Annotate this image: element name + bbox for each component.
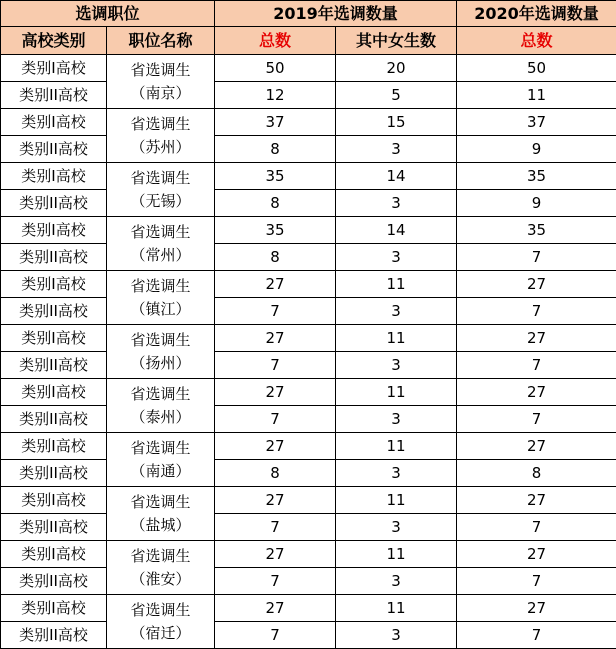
school-category-cell: 类别II高校 [1, 136, 107, 163]
total-2019-cell: 37 [215, 109, 336, 136]
school-category-cell: 类别I高校 [1, 271, 107, 298]
total-2019-cell: 27 [215, 487, 336, 514]
table-row [1, 541, 616, 568]
position-title: 省选调生 [107, 59, 214, 82]
table-row [1, 406, 616, 433]
total-2020-cell: 7 [457, 568, 616, 595]
school-category-cell: 类别II高校 [1, 460, 107, 487]
position-city: （泰州） [107, 406, 214, 429]
total-2019-cell: 27 [215, 271, 336, 298]
total-2019-cell: 27 [215, 541, 336, 568]
total-2020-cell: 27 [457, 595, 616, 622]
female-2019-cell: 15 [336, 109, 457, 136]
total-2019-cell: 35 [215, 217, 336, 244]
total-2020-cell: 11 [457, 82, 616, 109]
total-2020-cell: 27 [457, 541, 616, 568]
total-2020-cell: 7 [457, 406, 616, 433]
header-position-group: 选调职位 [1, 1, 215, 27]
female-2019-cell: 3 [336, 352, 457, 379]
school-category-cell: 类别I高校 [1, 55, 107, 82]
table-row [1, 487, 616, 514]
female-2019-cell: 14 [336, 163, 457, 190]
total-2019-cell: 27 [215, 433, 336, 460]
total-2019-cell: 7 [215, 298, 336, 325]
position-city: （南京） [107, 82, 214, 105]
school-category-cell: 类别II高校 [1, 82, 107, 109]
position-city: （淮安） [107, 568, 214, 591]
position-title: 省选调生 [107, 545, 214, 568]
position-title: 省选调生 [107, 491, 214, 514]
female-2019-cell: 20 [336, 55, 457, 82]
school-category-cell: 类别I高校 [1, 541, 107, 568]
position-name-cell [107, 433, 215, 487]
table-row [1, 595, 616, 622]
total-2019-cell: 35 [215, 163, 336, 190]
female-2019-cell: 11 [336, 433, 457, 460]
total-2020-cell: 35 [457, 217, 616, 244]
total-2020-cell: 35 [457, 163, 616, 190]
school-category-cell: 类别I高校 [1, 487, 107, 514]
school-category-cell: 类别II高校 [1, 352, 107, 379]
position-city: （镇江） [107, 298, 214, 321]
total-2019-cell: 7 [215, 352, 336, 379]
total-2020-cell: 7 [457, 352, 616, 379]
table-row [1, 514, 616, 541]
position-name-cell [107, 379, 215, 433]
total-2020-cell: 27 [457, 325, 616, 352]
total-2020-cell: 9 [457, 190, 616, 217]
header-total-2020: 总数 [457, 27, 616, 55]
female-2019-cell: 3 [336, 190, 457, 217]
position-title: 省选调生 [107, 437, 214, 460]
position-title: 省选调生 [107, 383, 214, 406]
female-2019-cell: 11 [336, 271, 457, 298]
position-title: 省选调生 [107, 167, 214, 190]
total-2019-cell: 12 [215, 82, 336, 109]
female-2019-cell: 3 [336, 298, 457, 325]
table-row [1, 217, 616, 244]
total-2019-cell: 50 [215, 55, 336, 82]
table-row [1, 433, 616, 460]
school-category-cell: 类别II高校 [1, 568, 107, 595]
table-row [1, 136, 616, 163]
table-row [1, 622, 616, 649]
header-female-2019: 其中女生数 [336, 27, 457, 55]
table-row [1, 298, 616, 325]
total-2019-cell: 7 [215, 406, 336, 433]
female-2019-cell: 11 [336, 325, 457, 352]
position-title: 省选调生 [107, 113, 214, 136]
position-name-cell [107, 55, 215, 109]
school-category-cell: 类别II高校 [1, 514, 107, 541]
total-2019-cell: 8 [215, 244, 336, 271]
total-2020-cell: 7 [457, 622, 616, 649]
position-city: （扬州） [107, 352, 214, 375]
school-category-cell: 类别II高校 [1, 298, 107, 325]
female-2019-cell: 5 [336, 82, 457, 109]
school-category-cell: 类别I高校 [1, 325, 107, 352]
table-row [1, 271, 616, 298]
position-city: （宿迁） [107, 622, 214, 645]
school-category-cell: 类别I高校 [1, 163, 107, 190]
header-position-name: 职位名称 [107, 27, 215, 55]
school-category-cell: 类别II高校 [1, 406, 107, 433]
header-2019-group: 2019年选调数量 [215, 1, 457, 27]
female-2019-cell: 11 [336, 595, 457, 622]
school-category-cell: 类别I高校 [1, 109, 107, 136]
position-city: （常州） [107, 244, 214, 267]
female-2019-cell: 3 [336, 136, 457, 163]
total-2019-cell: 7 [215, 568, 336, 595]
school-category-cell: 类别I高校 [1, 217, 107, 244]
female-2019-cell: 3 [336, 460, 457, 487]
female-2019-cell: 11 [336, 541, 457, 568]
school-category-cell: 类别I高校 [1, 595, 107, 622]
school-category-cell: 类别I高校 [1, 433, 107, 460]
school-category-cell: 类别I高校 [1, 379, 107, 406]
table-row [1, 55, 616, 82]
female-2019-cell: 3 [336, 622, 457, 649]
total-2020-cell: 7 [457, 514, 616, 541]
table-row [1, 352, 616, 379]
position-title: 省选调生 [107, 221, 214, 244]
position-title: 省选调生 [107, 329, 214, 352]
total-2019-cell: 8 [215, 136, 336, 163]
position-city: （无锡） [107, 190, 214, 213]
total-2019-cell: 7 [215, 622, 336, 649]
total-2020-cell: 8 [457, 460, 616, 487]
total-2020-cell: 27 [457, 379, 616, 406]
position-name-cell [107, 217, 215, 271]
table-row [1, 325, 616, 352]
total-2019-cell: 8 [215, 460, 336, 487]
position-name-cell [107, 271, 215, 325]
school-category-cell: 类别II高校 [1, 190, 107, 217]
table-row [1, 244, 616, 271]
table-row [1, 163, 616, 190]
female-2019-cell: 11 [336, 379, 457, 406]
table-row [1, 460, 616, 487]
position-name-cell [107, 541, 215, 595]
position-name-cell [107, 109, 215, 163]
table-row [1, 379, 616, 406]
table-row [1, 190, 616, 217]
header-2020-group: 2020年选调数量 [457, 1, 616, 27]
header-row-columns [1, 27, 616, 55]
total-2020-cell: 37 [457, 109, 616, 136]
header-total-2019: 总数 [215, 27, 336, 55]
total-2019-cell: 27 [215, 595, 336, 622]
table-row [1, 82, 616, 109]
position-city: （苏州） [107, 136, 214, 159]
total-2019-cell: 27 [215, 325, 336, 352]
position-name-cell [107, 595, 215, 649]
total-2020-cell: 50 [457, 55, 616, 82]
position-name-cell [107, 325, 215, 379]
female-2019-cell: 3 [336, 244, 457, 271]
total-2019-cell: 8 [215, 190, 336, 217]
table-body [1, 55, 616, 649]
position-title: 省选调生 [107, 275, 214, 298]
header-school-category: 高校类别 [1, 27, 107, 55]
school-category-cell: 类别II高校 [1, 622, 107, 649]
female-2019-cell: 14 [336, 217, 457, 244]
female-2019-cell: 3 [336, 568, 457, 595]
total-2019-cell: 27 [215, 379, 336, 406]
position-title: 省选调生 [107, 599, 214, 622]
position-name-cell [107, 163, 215, 217]
total-2020-cell: 9 [457, 136, 616, 163]
position-city: （南通） [107, 460, 214, 483]
position-city: （盐城） [107, 514, 214, 537]
female-2019-cell: 3 [336, 514, 457, 541]
total-2020-cell: 7 [457, 298, 616, 325]
total-2019-cell: 7 [215, 514, 336, 541]
table-row [1, 109, 616, 136]
school-category-cell: 类别II高校 [1, 244, 107, 271]
total-2020-cell: 27 [457, 433, 616, 460]
female-2019-cell: 11 [336, 487, 457, 514]
position-name-cell [107, 487, 215, 541]
female-2019-cell: 3 [336, 406, 457, 433]
total-2020-cell: 27 [457, 487, 616, 514]
total-2020-cell: 27 [457, 271, 616, 298]
header-row-group [1, 1, 616, 27]
table-row [1, 568, 616, 595]
total-2020-cell: 7 [457, 244, 616, 271]
